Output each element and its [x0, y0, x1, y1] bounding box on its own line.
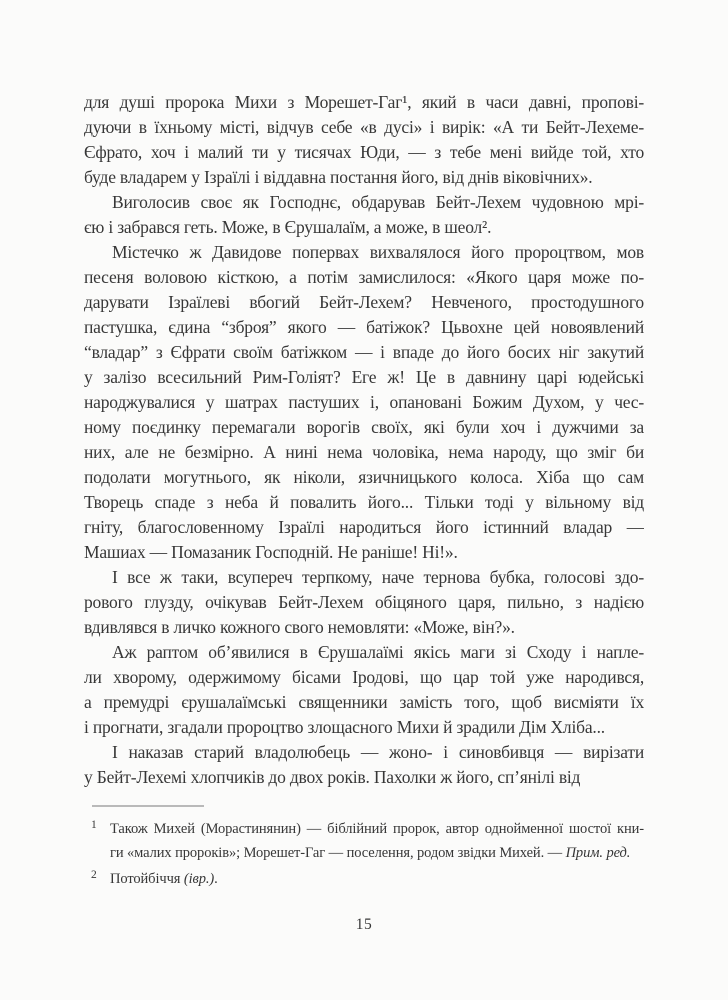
- footnote-line: [110, 842, 644, 866]
- text-line: дарувати Ізраїлеві вбогий Бейт-Лехем? Невченого, простодушного: [84, 292, 644, 312]
- footnote-marker: 1: [91, 819, 97, 831]
- text-line: і прогнати, згадали пророцтво злощасного Михи й зрадили Дім Хліба...: [84, 717, 605, 737]
- text-line: для душі пророка Михи з Морешет-Гаг¹, який в часи давні, пропові-: [84, 92, 644, 112]
- footnote-text: ги «малих пророків»; Морешет-Гаг — поселення, родом звідки Михей. —: [110, 844, 566, 861]
- text-block: [84, 90, 644, 790]
- text-line: у залізо всесильний Рим-Голіят? Еге ж! Це в давнину царі юдейські: [84, 367, 644, 387]
- text-line: дуючи в їхньому місті, відчув себе «в дусі» і вирік: «А ти Бейт-Лехеме-: [84, 117, 644, 137]
- text-line: рового глузду, очікував Бейт-Лехем обіцяного царя, пильно, з надією: [84, 592, 644, 612]
- text-line: єю і забрався геть. Може, в Єрушалаїм, а може, в шеол².: [84, 217, 492, 237]
- text-line: ли хворому, одержимому бісами Іродові, що цар той уже народився,: [84, 667, 644, 687]
- footnotes: [84, 818, 644, 892]
- page-number: 15: [355, 916, 373, 933]
- footnote: [84, 868, 644, 892]
- text-line: у Бейт-Лехемі хлопчиків до двох років. Пахолки ж його, сп’янілі від: [84, 767, 581, 787]
- text-line: Містечко ж Давидове попервах вихвалялося його пророцтвом, мов: [112, 242, 644, 262]
- footnote-separator: [92, 805, 204, 807]
- text-line: а премудрі єрушалаїмські священники замість того, щоб висміяти їх: [84, 692, 644, 712]
- text-line: Єфрато, хоч і малий ти у тисячах Юди, — з тебе мені вийде той, хто: [84, 142, 644, 162]
- footnote-italic-text: Прим. ред.: [565, 844, 631, 861]
- text-line: “владар” з Єфрати своїм батіжком — і впаде до його босих ніг закутий: [84, 342, 644, 362]
- text-line: Виголосив своє як Господнє, обдарував Бейт-Лехем чудовною мрі-: [112, 192, 644, 212]
- text-line: вдивлявся в личко кожного свого немовляти: «Може, він?».: [84, 617, 515, 637]
- footnote-text: Також Михей (Морастинянин) — біблійний пророк, автор однойменної шостої кни-: [110, 821, 644, 837]
- text-line: ному поєдинку перемагали ворогів своїх, які були хоч і дужчими за: [84, 417, 644, 437]
- text-line: песеня воловою кісткою, а потім замислилося: «Якого царя може по-: [84, 267, 644, 287]
- text-line: них, але не безмірно. А нині нема чоловіка, нема народу, що зміг би: [84, 442, 644, 462]
- footnote-italic-text: (івр.): [183, 871, 215, 887]
- text-line: І все ж таки, всупереч терпкому, наче тернова бубка, голосові здо-: [112, 567, 644, 587]
- text-line: Машиах — Помазаник Господній. Не раніше! Ні!».: [84, 542, 458, 562]
- footnote-text: Потойбіччя: [110, 871, 184, 887]
- text-line: пастушка, єдина “зброя” якого — батіжок? Цьвохне цей новоявлений: [84, 317, 644, 337]
- text-line: гніту, благословенному Ізраїлі народиться його істинний владар —: [84, 517, 644, 537]
- footnote: [84, 818, 644, 865]
- text-line: буде владарем у Ізраїлі і віддавна постання його, від днів віковічних».: [84, 167, 593, 187]
- text-line: подолати могутнього, як ніколи, язичницького колоса. Хіба що сам: [84, 467, 644, 487]
- text-line: Аж раптом об’явилися в Єрушалаїмі якісь маги зі Сходу і напле-: [112, 642, 644, 662]
- footnote-marker: 2: [91, 869, 97, 881]
- footnote-line: [110, 868, 644, 892]
- text-line: народжувалися у шатрах пастуших і, опановані Божим Духом, у чес-: [84, 392, 644, 412]
- text-line: І наказав старий владолюбець — жоно- і синовбивця — вирізати: [112, 742, 644, 762]
- text-line: Творець спаде з неба й повалить його... Тільки тоді у вільному від: [84, 492, 644, 512]
- footnote-text: .: [214, 871, 218, 887]
- footnote-line: [110, 818, 644, 842]
